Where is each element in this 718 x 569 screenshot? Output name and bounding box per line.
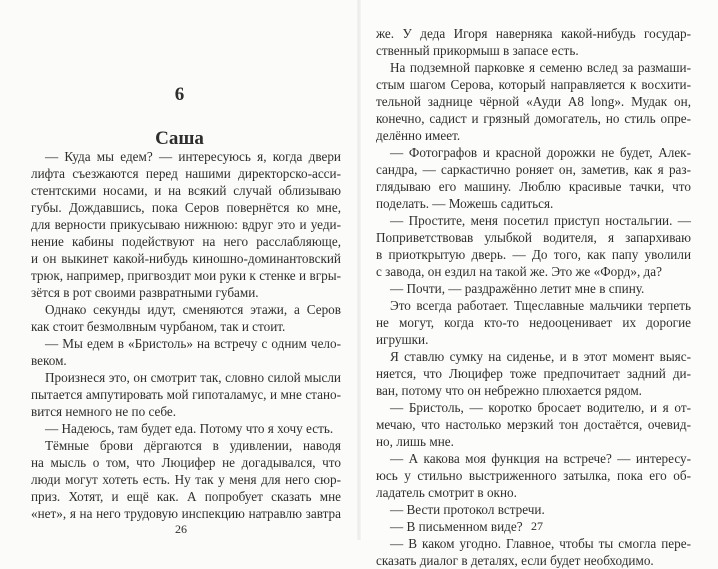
text-line: Это всегда работает. Тщеславные мальчики терпеть <box>390 298 691 313</box>
text-line: стым шагом Серова, который направляется к восхити- <box>376 77 691 92</box>
text-line: «нет», я на него трудовую инспекцию натравлю завтра <box>31 506 341 521</box>
text-line: — А какова моя функция на встрече? — интересу- <box>390 451 691 466</box>
chapter-title: Саша <box>155 128 204 149</box>
text-line: конечно, садист и грязный домогатель, но стиль опре- <box>376 111 691 126</box>
text-line: пытается ампутировать мой гипоталамус, и мне стано- <box>31 387 341 402</box>
text-line: — Фотографов и красной дорожки не будет, Алек- <box>390 145 691 160</box>
text-line: глядываю его машину. Люблю красивые тачки, что <box>376 179 691 194</box>
text-line: делённо имеет. <box>376 128 461 143</box>
text-line: как стоит безмолвным чурбаном, так и стоит. <box>31 319 286 334</box>
text-line: Тёмные брови дёргаются в удивлении, наводя <box>45 438 341 453</box>
text-line: Поприветствовав улыбкой водителя, я запархиваю <box>376 230 691 245</box>
text-line: сказать диалог в деталях, если будет необходимо. <box>376 553 654 568</box>
text-line: — Куда мы едем? — интересуюсь я, когда двери <box>45 149 341 164</box>
text-line: веком. <box>31 353 67 368</box>
text-line: — Почти, — раздражённо летит мне в спину. <box>390 281 645 296</box>
text-line: губы. Дождавшись, пока Серов повернётся ко мне, <box>31 200 341 215</box>
text-line: ладатель смотрит в окно. <box>376 485 517 500</box>
text-line: и он выкинет какой-нибудь киношно-доминантовский <box>31 251 341 266</box>
text-line: — В каком угодно. Главное, чтобы ты смогла пере- <box>390 536 691 551</box>
text-line: на мысль о том, что Люцифер не догадывался, что <box>31 455 341 470</box>
right-page <box>359 0 718 568</box>
text-line: мечаю, что настолько мерзкий тон достаётся, очевид- <box>376 417 691 432</box>
text-line: Однако секунды идут, сменяются этажи, а Серов <box>45 302 341 317</box>
left-page-text <box>31 148 341 520</box>
text-line: На подземной парковке я семеню вслед за размаши- <box>390 60 691 75</box>
text-line: — Мы едем в «Бристоль» на встречу с одним чело- <box>45 336 341 351</box>
text-line: — Вести протокол встречи. <box>390 502 545 517</box>
page-number: 27 <box>531 519 543 533</box>
text-line: Произнеся это, он смотрит так, словно силой мысли <box>45 370 341 385</box>
text-line: с завода, он ездил на такой же. Это же «Форд», да? <box>376 264 662 279</box>
text-line: стентскими носами, и на всякий случай облизываю <box>31 183 341 198</box>
text-line: лифта съезжаются перед нашими директорско-асси- <box>31 166 341 181</box>
text-line: в приоткрытую дверь. — До того, как папу уволили <box>376 247 691 262</box>
text-line: — Простите, меня посетил приступ ностальгии. — <box>390 213 691 228</box>
text-line: для верности прикусываю нижнюю: вдруг это и уеди- <box>31 217 341 232</box>
text-line: зётся в рот своими развратными губами. <box>31 285 259 300</box>
text-line: поделать. — Можешь садиться. <box>376 196 554 211</box>
text-line: приз. Хотят, и ещё как. А попробует сказать мне <box>31 489 341 504</box>
text-line: вится немного не по себе. <box>31 404 177 419</box>
page-number: 26 <box>175 522 187 536</box>
text-line: трюк, например, пригвоздит мои руки к стенке и вгры- <box>31 268 341 283</box>
text-line: игрушки. <box>376 332 429 347</box>
text-line: — Бристоль, — коротко бросает водителю, и я от- <box>390 400 691 415</box>
text-line: не могут, когда кто-то недооценивает их дорогие <box>376 315 691 330</box>
text-line: нение кабины подействуют на него расслабляюще, <box>31 234 341 249</box>
book-gutter <box>357 0 361 540</box>
text-line: ственный прикормыш в запасе есть. <box>376 43 579 58</box>
text-line: тельной заднице чёрной «Ауди A8 long». Мудак он, <box>376 94 691 109</box>
text-line: ван, потому что он небрежно плюхается рядом. <box>376 383 642 398</box>
chapter-number: 6 <box>174 84 185 105</box>
text-line: няется, что Люцифер тоже предпочитает задний ди- <box>376 366 691 381</box>
left-page <box>0 0 359 540</box>
text-line: юсь у стильно выстриженного затылка, пока его об- <box>376 468 691 483</box>
text-line: Я ставлю сумку на сиденье, и в этот момент выяс- <box>390 349 691 364</box>
text-line: но, лишь мне. <box>376 434 454 449</box>
text-line: — В письменном виде? <box>390 519 523 534</box>
text-line: сандра, — саркастично роняет он, заметив, как я раз- <box>376 162 691 177</box>
text-line: люди могут хотеть есть. Ну так у меня для него сюр- <box>31 472 341 487</box>
text-line: — Надеюсь, там будет еда. Потому что я хочу есть. <box>45 421 334 436</box>
text-line: же. У деда Игоря наверняка какой-нибудь государ- <box>376 26 691 41</box>
